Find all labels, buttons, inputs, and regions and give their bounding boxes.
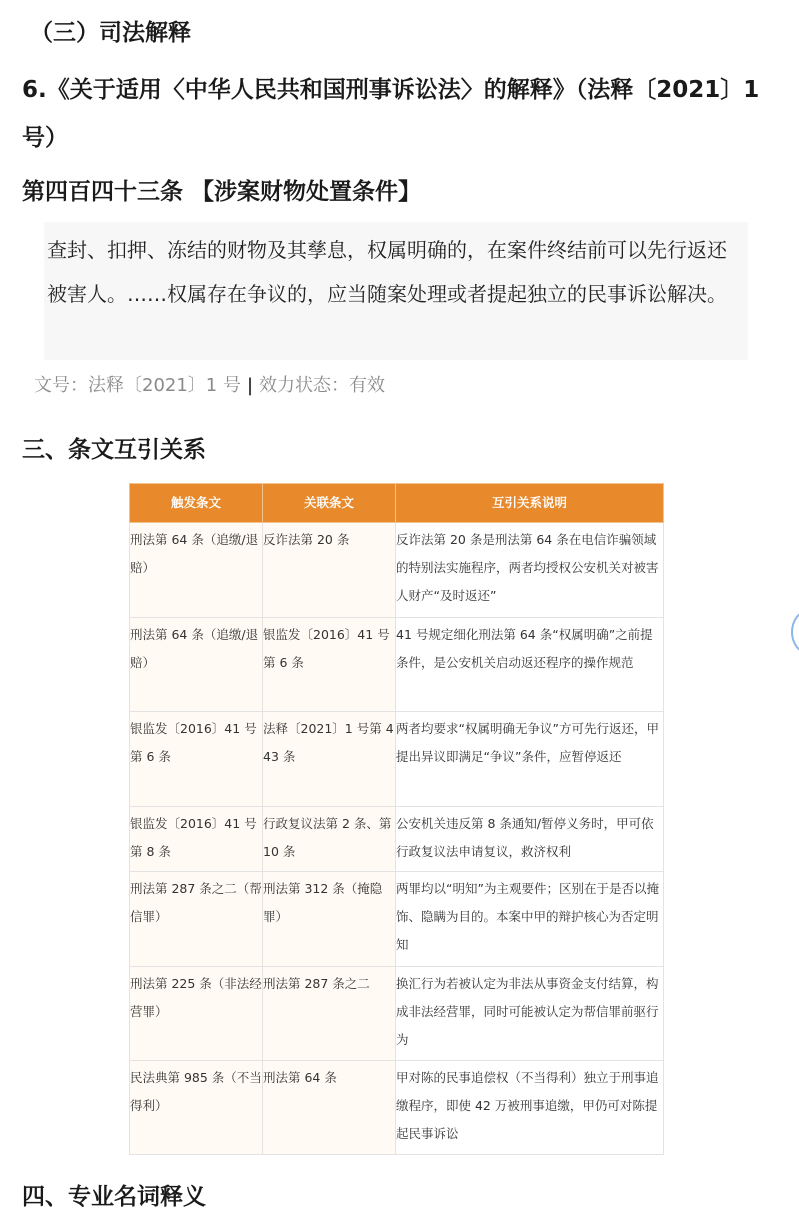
relation-description-cell: 41 号规定细化刑法第 64 条“权属明确”之前提条件，是公安机关启动返还程序的操作规范 <box>396 618 664 712</box>
related-article-cell: 刑法第 64 条 <box>263 1061 396 1155</box>
trigger-article-cell: 刑法第 287 条之二（帮信罪） <box>130 872 263 967</box>
article-title-heading: 第四百四十三条 【涉案财物处置条件】 <box>22 179 422 205</box>
trigger-article-cell: 民法典第 985 条（不当得利） <box>130 1061 263 1155</box>
table-row <box>130 1061 664 1155</box>
column-header-trigger: 触发条文 <box>130 484 263 523</box>
article-quote-text: 查封、扣押、冻结的财物及其孳息，权属明确的，在案件终结前可以先行返还被害人。……权属存在争议的，应当随案处理或者提起独立的民事诉讼解决。 <box>47 238 727 306</box>
related-article-cell: 刑法第 287 条之二 <box>263 967 396 1061</box>
table-row <box>130 967 664 1061</box>
related-article-cell: 刑法第 312 条（掩隐罪） <box>263 872 396 967</box>
trigger-article-cell: 刑法第 225 条（非法经营罪） <box>130 967 263 1061</box>
meta-separator: | <box>246 375 254 396</box>
table-header-row <box>130 484 664 523</box>
trigger-article-cell: 刑法第 64 条（追缴/退赔） <box>130 523 263 618</box>
column-header-description: 互引关系说明 <box>396 484 664 523</box>
table-row <box>130 523 664 618</box>
related-article-cell: 法释〔2021〕1 号第 443 条 <box>263 712 396 807</box>
related-article-cell: 银监发〔2016〕41 号第 6 条 <box>263 618 396 712</box>
document-number: 文号：法释〔2021〕1 号 <box>34 375 241 396</box>
validity-status: 效力状态：有效 <box>259 375 386 396</box>
table-row <box>130 872 664 967</box>
section-three-heading: 三、条文互引关系 <box>22 437 206 463</box>
section-four-heading: 四、专业名词释义 <box>22 1184 206 1210</box>
relation-description-cell: 公安机关违反第 8 条通知/暂停义务时，甲可依行政复议法申请复议，救济权利 <box>396 807 664 872</box>
cross-reference-table <box>129 483 664 1155</box>
relation-description-cell: 换汇行为若被认定为非法从事资金支付结算，构成非法经营罪，同时可能被认定为帮信罪前驱行为 <box>396 967 664 1061</box>
relation-description-cell: 两罪均以“明知”为主观要件；区别在于是否以掩饰、隐瞒为目的。本案中甲的辩护核心为否定明知 <box>396 872 664 967</box>
relation-description-cell: 两者均要求“权属明确无争议”方可先行返还，甲提出异议即满足“争议”条件，应暂停返还 <box>396 712 664 807</box>
table-row <box>130 807 664 872</box>
relation-description-cell: 反诈法第 20 条是刑法第 64 条在电信诈骗领域的特别法实施程序，两者均授权公安机关对被害人财产“及时返还” <box>396 523 664 618</box>
table-row <box>130 712 664 807</box>
document-meta-line <box>34 368 385 404</box>
trigger-article-cell: 刑法第 64 条（追缴/退赔） <box>130 618 263 712</box>
document-title-heading: 6.《关于适用〈中华人民共和国刑事诉讼法〉的解释》（法释〔2021〕1 号） <box>22 77 760 151</box>
related-article-cell: 反诈法第 20 条 <box>263 523 396 618</box>
related-article-cell: 行政复议法第 2 条、第 10 条 <box>263 807 396 872</box>
column-header-related: 关联条文 <box>263 484 396 523</box>
trigger-article-cell: 银监发〔2016〕41 号第 8 条 <box>130 807 263 872</box>
article-quote-block <box>44 222 748 360</box>
table-row <box>130 618 664 712</box>
trigger-article-cell: 银监发〔2016〕41 号第 6 条 <box>130 712 263 807</box>
relation-description-cell: 甲对陈的民事追偿权（不当得利）独立于刑事追缴程序，即使 42 万被刑事追缴，甲仍可对陈提起民事诉讼 <box>396 1061 664 1155</box>
floating-side-button[interactable] <box>791 610 799 654</box>
sub-section-heading: （三）司法解释 <box>30 20 191 46</box>
